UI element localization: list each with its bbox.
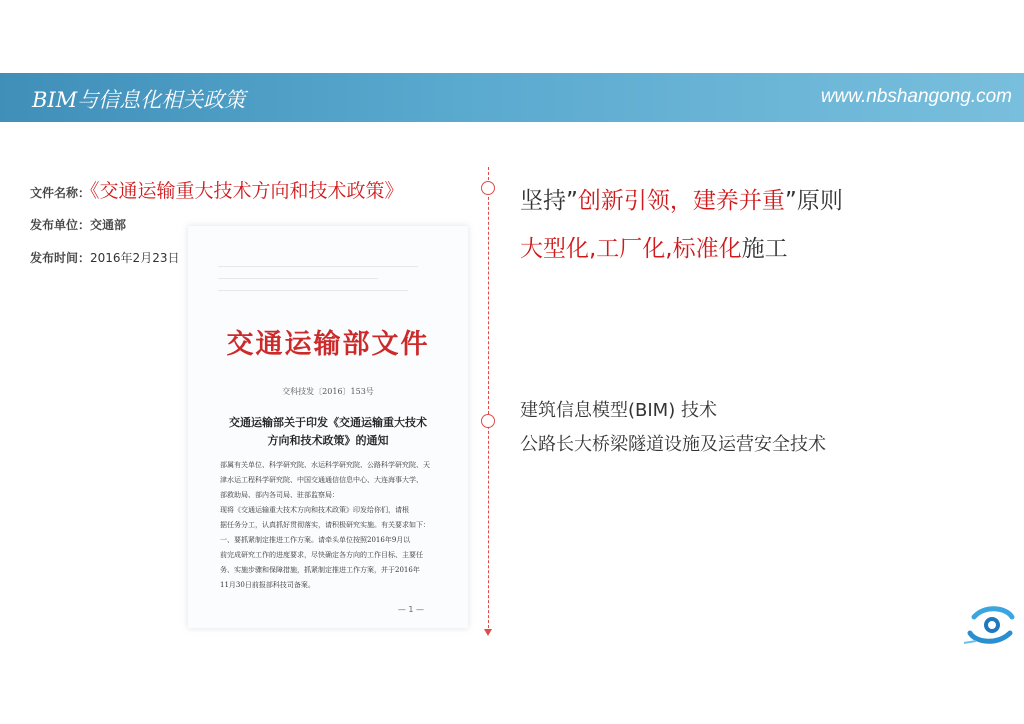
body-line: 部救助局、部内各司局、驻部监察局： [220, 491, 339, 499]
page-title: BIM与信息化相关政策 [32, 88, 246, 112]
file-name-value: 《交通运输重大技术方向和技术政策》 [90, 180, 404, 202]
body-line: 11月30日前报部科技司备案。 [220, 581, 315, 589]
document-subtitle [188, 414, 468, 450]
principle-highlight: 创新引领，建养并重 [577, 188, 785, 214]
timeline-node-icon [481, 414, 495, 428]
timeline-node-icon [481, 181, 495, 195]
timeline-arrow-icon [484, 629, 492, 636]
document-heading: 交通运输部文件 [226, 329, 430, 360]
document-body [220, 458, 440, 593]
document-number: 交科技发〔2016〕153号 [282, 387, 374, 396]
subtitle-line: 交通运输部关于印发《交通运输重大技术 [229, 416, 427, 429]
meta-file-name [30, 176, 404, 203]
body-line: 务、实施步骤和保障措施，抓紧制定推进工作方案，并于2016年 [220, 566, 420, 574]
header-banner [0, 73, 1024, 122]
meta-publisher [30, 216, 126, 233]
construction-highlight: 大型化,工厂化,标准化 [520, 236, 742, 262]
body-line: 现将《交通运输重大技术方向和技术政策》印发给你们，请根 [220, 506, 409, 514]
date-value: 2016年2月23日 [90, 251, 180, 265]
body-line: 一、要抓紧制定推进工作方案。请牵头单位按照2016年9月以 [220, 536, 411, 544]
principle-suffix: ”原则 [784, 188, 843, 214]
file-name-label: 文件名称： [30, 186, 91, 200]
body-line: 前完成研究工作的进度要求，尽快确定各方向的工作目标、主要任 [220, 551, 423, 559]
timeline-line [488, 167, 489, 633]
principle-line [520, 182, 843, 215]
faint-line [218, 266, 418, 267]
website-url[interactable]: www.nbshangong.com [820, 86, 1012, 107]
document-page-number: — 1 — [397, 605, 424, 614]
publisher-value: 交通部 [90, 218, 127, 232]
faint-line [218, 278, 378, 279]
faint-line [218, 290, 408, 291]
meta-date [30, 249, 179, 266]
construction-line [520, 230, 788, 263]
document-scan [188, 226, 468, 628]
company-logo-icon [962, 603, 1020, 647]
publisher-label: 发布单位： [30, 218, 91, 232]
construction-suffix: 施工 [741, 236, 788, 262]
body-line: 据任务分工，认真抓好贯彻落实，请积极研究实施。有关要求如下： [220, 521, 430, 529]
bim-tech-line: 建筑信息模型(BIM) 技术 [520, 400, 717, 421]
safety-tech-line: 公路长大桥梁隧道设施及运营安全技术 [520, 434, 826, 455]
body-line: 津水运工程科学研究院、中国交通通信信息中心、大连海事大学、 [220, 476, 423, 484]
principle-prefix: 坚持” [520, 188, 578, 214]
subtitle-line: 方向和技术政策》的通知 [267, 434, 389, 447]
body-line: 部属有关单位、科学研究院、水运科学研究院、公路科学研究院、天 [220, 461, 430, 469]
date-label: 发布时间： [30, 251, 91, 265]
